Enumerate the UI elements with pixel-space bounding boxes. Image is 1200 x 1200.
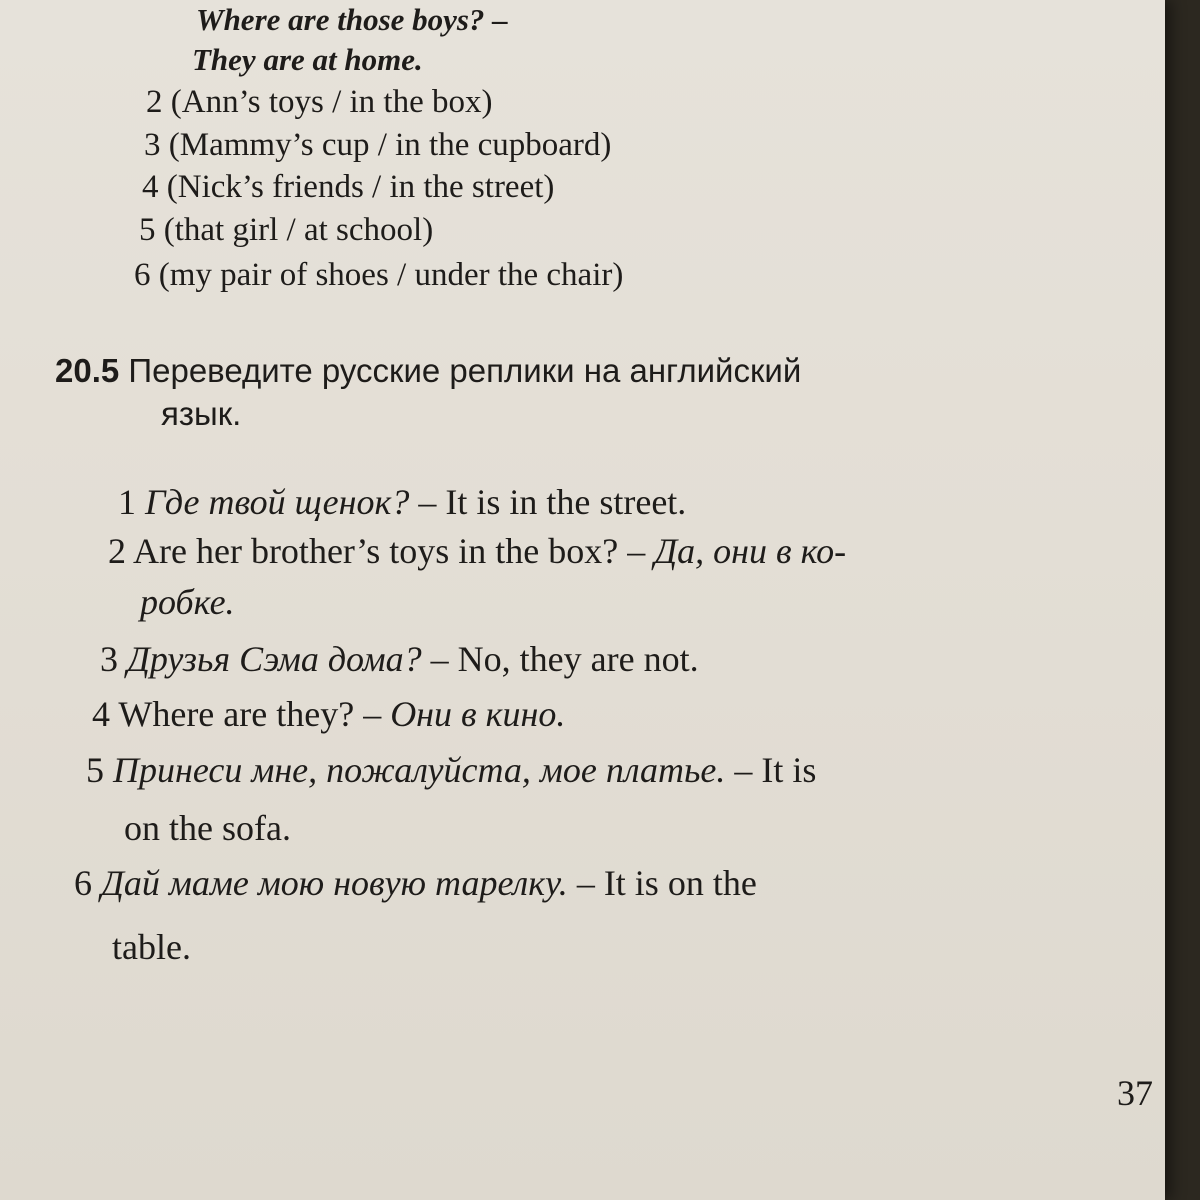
russian-phrase: Да, они в ко- xyxy=(654,531,847,571)
exercise-item-6-continuation: table. xyxy=(112,927,191,967)
exercise-item-2-continuation: робке. xyxy=(140,582,235,622)
item-text: (that girl / at school) xyxy=(163,212,434,248)
russian-phrase: Принеси мне, пожалуйста, мое платье. xyxy=(113,750,726,790)
exercise-title-continuation: язык. xyxy=(161,395,242,432)
english-phrase: Are her brother’s toys in the box? xyxy=(133,531,619,571)
exercise-item-2 xyxy=(108,533,846,569)
russian-phrase: Где твой щенок? xyxy=(145,482,410,522)
item-text: (Nick’s friends / in the street) xyxy=(166,169,555,205)
list-item xyxy=(134,259,623,292)
exercise-item-5-continuation: on the sofa. xyxy=(124,808,291,848)
exercise-header xyxy=(55,354,801,387)
english-phrase: It is on the xyxy=(603,863,757,903)
russian-phrase: Они в кино. xyxy=(390,694,566,734)
item-number: 4 xyxy=(142,169,159,205)
item-number: 3 xyxy=(144,127,161,163)
item-number: 4 xyxy=(92,694,110,734)
list-item xyxy=(144,129,611,162)
exercise-number: 20.5 xyxy=(55,352,120,389)
english-phrase: It is in the street. xyxy=(445,482,687,522)
exercise-item-5 xyxy=(86,752,816,788)
exercise-item-3 xyxy=(100,641,699,677)
example-question: Where are those boys? – xyxy=(196,2,508,37)
item-number: 2 xyxy=(146,84,163,120)
page-number: 37 xyxy=(1117,1073,1153,1113)
exercise-item-1 xyxy=(118,484,686,520)
russian-phrase: Друзья Сэма дома? xyxy=(127,639,422,679)
item-text: (Mammy’s cup / in the cupboard) xyxy=(168,127,612,163)
item-number: 6 xyxy=(74,863,92,903)
english-phrase: It is xyxy=(761,750,817,790)
list-item xyxy=(139,214,433,247)
item-number: 5 xyxy=(139,212,156,248)
list-item xyxy=(142,171,554,204)
item-number: 2 xyxy=(108,531,126,571)
list-item xyxy=(146,86,492,119)
exercise-item-6 xyxy=(74,865,757,901)
english-phrase: Where are they? xyxy=(118,694,355,734)
dash-separator: – xyxy=(567,863,604,903)
russian-phrase: Дай маме мою новую тарелку. xyxy=(101,863,568,903)
dash-separator: – xyxy=(618,531,655,571)
example-answer: They are at home. xyxy=(192,42,423,77)
item-number: 6 xyxy=(134,257,151,293)
item-number: 3 xyxy=(100,639,118,679)
english-phrase: No, they are not. xyxy=(457,639,699,679)
dash-separator: – xyxy=(354,694,391,734)
dash-separator: – xyxy=(725,750,762,790)
exercise-item-4 xyxy=(92,696,565,732)
item-number: 1 xyxy=(118,482,136,522)
dash-separator: – xyxy=(409,482,446,522)
dash-separator: – xyxy=(421,639,458,679)
item-text: (my pair of shoes / under the chair) xyxy=(158,257,624,293)
exercise-title: Переведите русские реплики на английский xyxy=(128,352,802,389)
item-text: (Ann’s toys / in the box) xyxy=(170,84,493,120)
item-number: 5 xyxy=(86,750,104,790)
